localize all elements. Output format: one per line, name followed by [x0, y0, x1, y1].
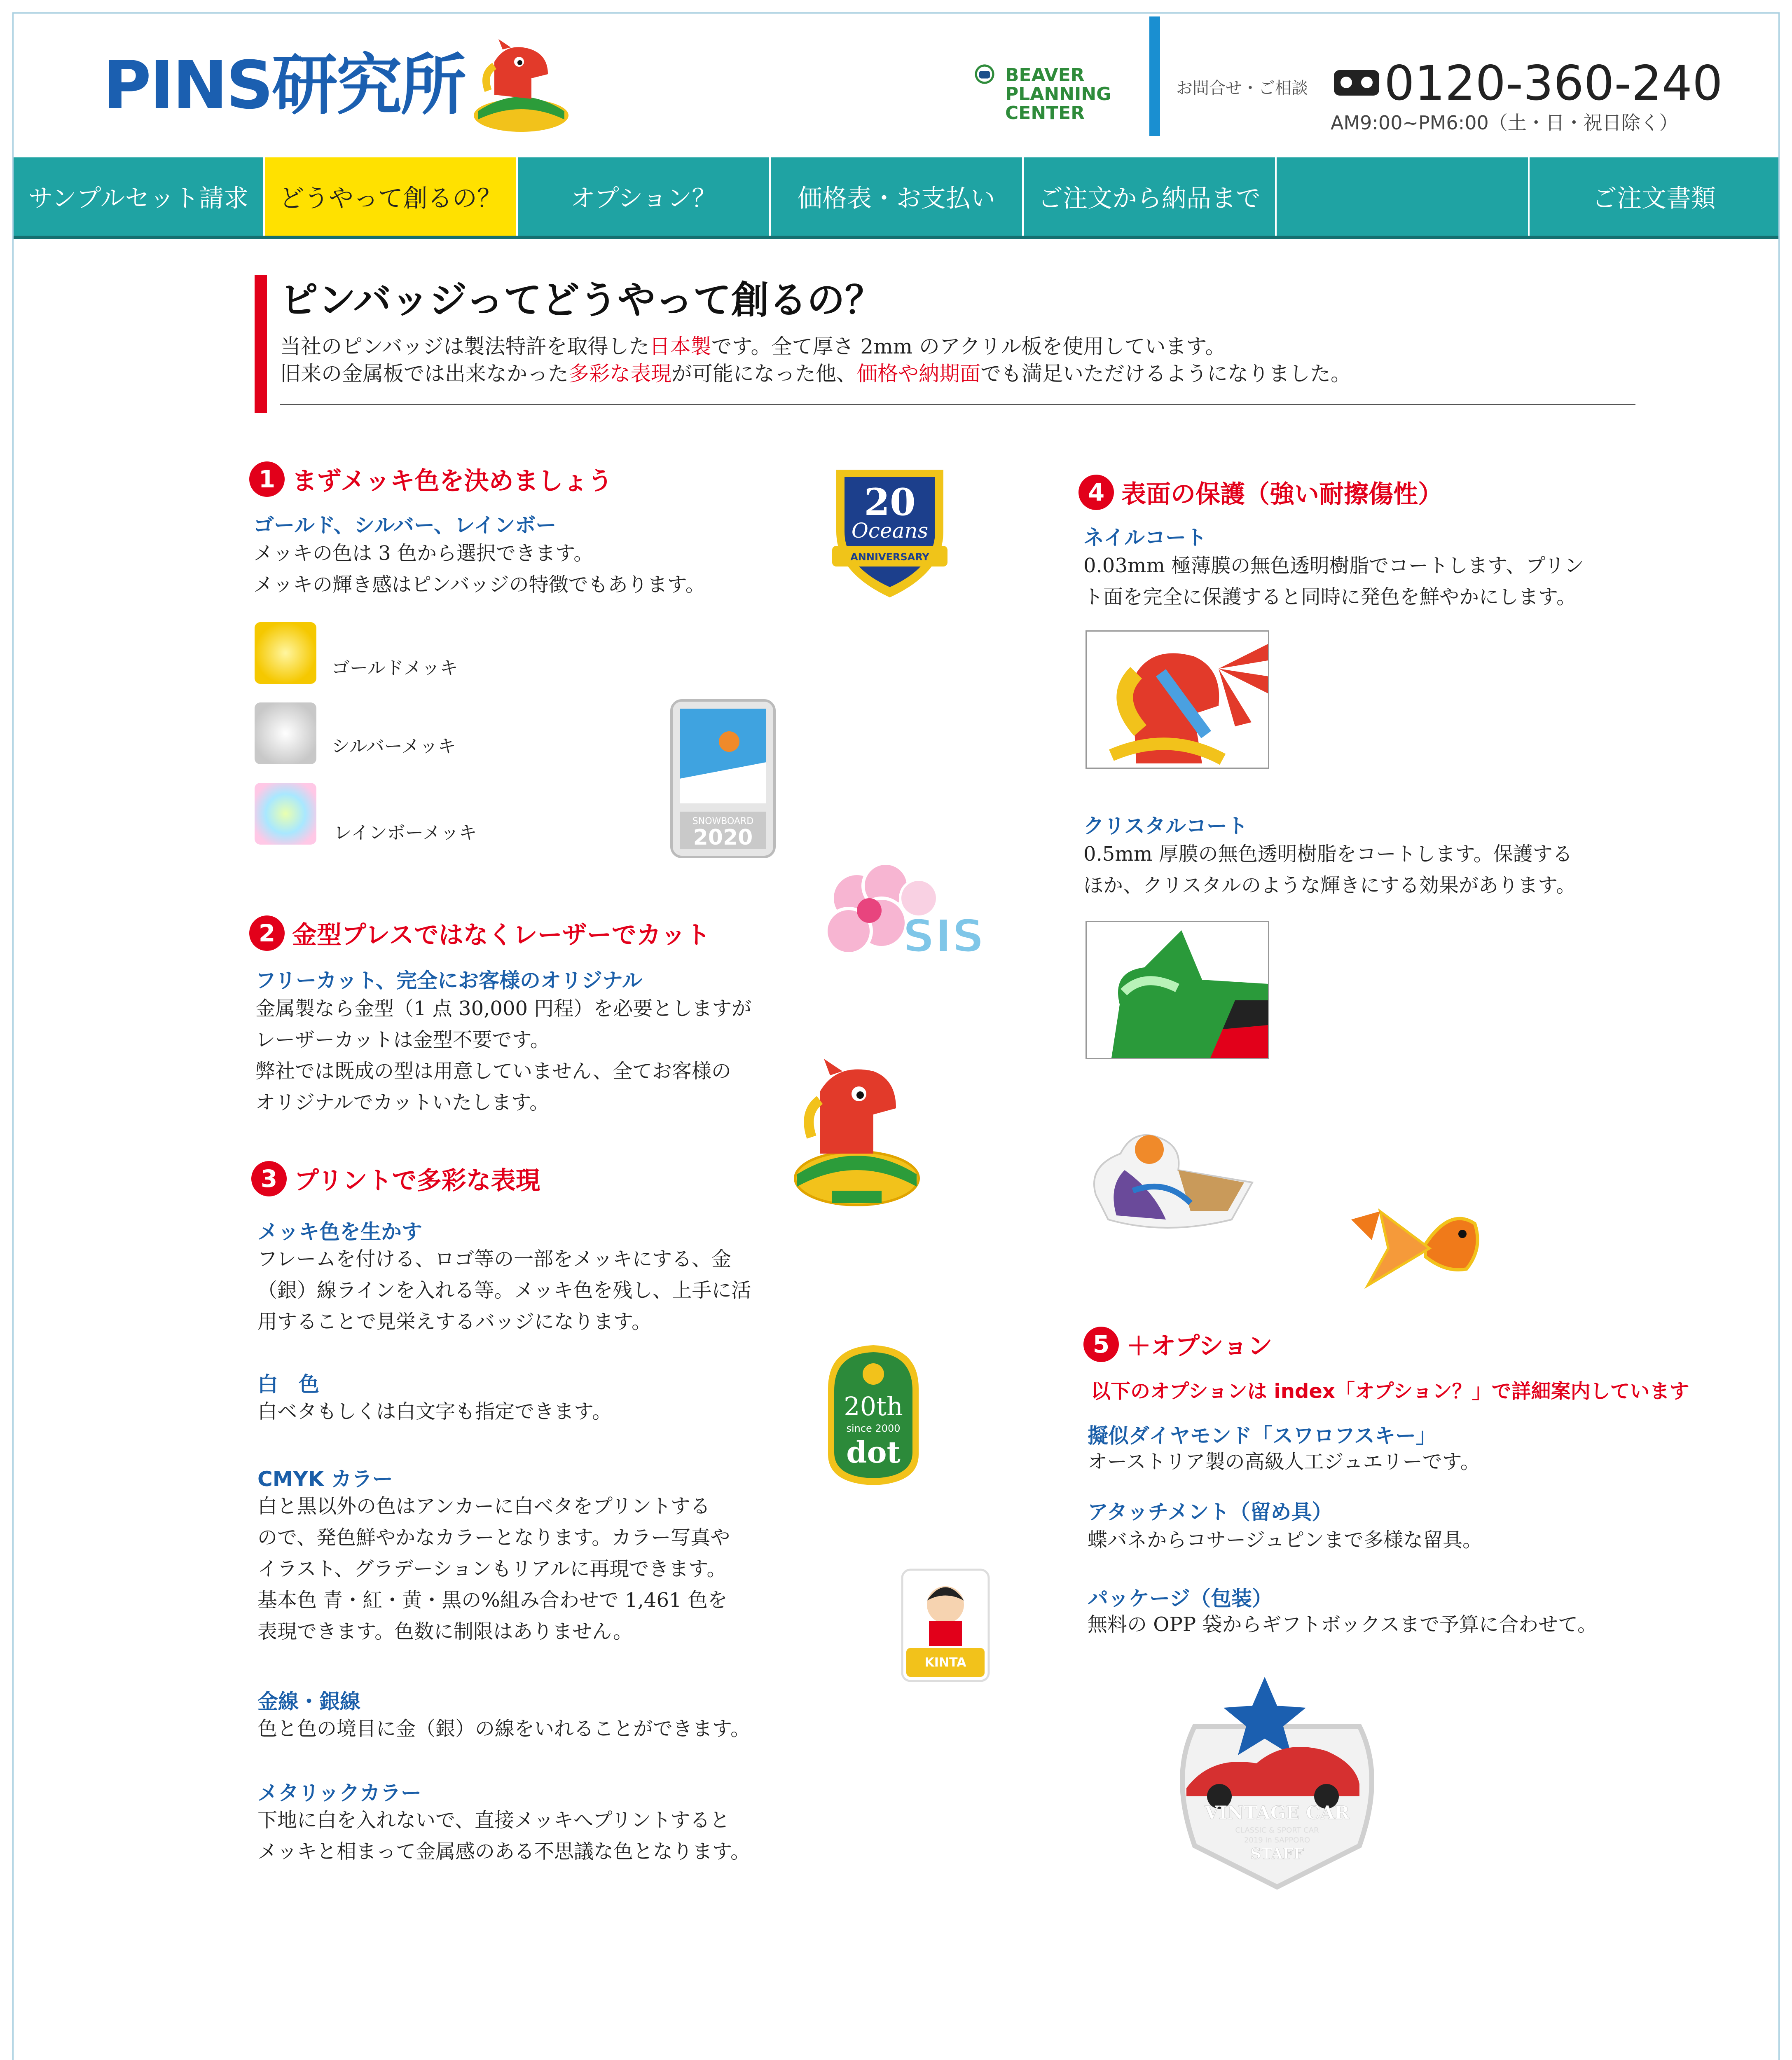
snowboard-badge-title: SNOWBOARD — [692, 816, 754, 826]
section-3-sub-2: 白 色 — [257, 1372, 319, 1396]
company-name: BEAVER PLANNING CENTER — [1005, 65, 1111, 124]
rainbow-swatch — [255, 783, 316, 845]
rainbow-swatch-label: レインボーメッキ — [334, 822, 477, 843]
section-3-body-2: 白ベタもしくは白文字も指定できます。 — [257, 1400, 612, 1423]
section-3-sub-5: メタリックカラー — [257, 1781, 421, 1805]
section-5-sub-3: パッケージ（包装） — [1088, 1587, 1273, 1611]
kinta-badge-icon — [898, 1566, 993, 1689]
site-logo[interactable]: PINS研究所 — [103, 47, 465, 124]
phone-number[interactable]: 0120-360-240 — [1384, 56, 1723, 111]
intro-divider — [280, 404, 1635, 405]
section-2-heading: 2 金型プレスではなくレーザーでカット — [249, 915, 710, 951]
duck-badge-icon — [1083, 1121, 1261, 1232]
nav-how-to-make[interactable]: どうやって創るの？ — [265, 157, 518, 236]
car-badge-title: VINTAGE CAR — [1205, 1802, 1350, 1824]
section-4-heading: 4 表面の保護（強い耐擦傷性） — [1078, 475, 1443, 510]
section-4-sub-1: ネイルコート — [1083, 526, 1207, 550]
header-divider — [1149, 16, 1160, 136]
car-badge-staff: STAFF — [1250, 1845, 1304, 1863]
main-nav — [14, 157, 1778, 236]
section-5-body-2: 蝶バネからコサージュピンまで多様な留具。 — [1088, 1529, 1483, 1552]
section-4-body-1: 0.03mm 極薄膜の無色透明樹脂でコートします、プリン ト面を完全に保護すると同時に発色を鮮やかにします。 — [1083, 554, 1584, 609]
section-1-heading: 1 まずメッキ色を決めましょう — [249, 461, 613, 497]
section-4-body-2: 0.5mm 厚膜の無色透明樹脂をコートします。保護する ほか、クリスタルのような輝きにする効果があります。 — [1083, 843, 1576, 897]
nav-order-documents[interactable]: ご注文書類 — [1592, 184, 1716, 213]
snowboard-badge-icon — [667, 696, 779, 861]
vintage-car-badge-icon — [1162, 1673, 1392, 1903]
business-hours: AM9:00~PM6:00（土・日・祝日除く） — [1331, 112, 1678, 134]
section-5-body-3: 無料の OPP 袋からギフトボックスまで予算に合わせて。 — [1088, 1613, 1598, 1636]
car-badge-event: 2019 in SAPPORO — [1244, 1836, 1310, 1845]
beaver-logo-icon — [962, 52, 1007, 97]
section-3-body-1: フレームを付ける、ロゴ等の一部をメッキにする、金 （銀）線ラインを入れる等。メッキ色を残し、上手に活 用することで見栄えするバッジになります。 — [257, 1248, 751, 1333]
gold-swatch-label: ゴールドメッキ — [332, 658, 458, 679]
nav-options[interactable]: オプション？ — [518, 157, 771, 236]
sakura-badge-text: SIS — [902, 910, 985, 962]
page-title: ピンバッジってどうやって創るの？ — [280, 278, 883, 322]
gold-swatch — [255, 622, 316, 684]
section-5-body-1: オーストリア製の高級人工ジュエリーです。 — [1088, 1450, 1480, 1473]
section-5-sub-2: アタッチメント（留め具） — [1088, 1500, 1333, 1524]
nav-underline — [14, 236, 1778, 239]
section-3-sub-1: メッキ色を生かす — [257, 1220, 422, 1244]
dot-badge-title: 20th — [844, 1391, 903, 1421]
dot-badge-since: since 2000 — [846, 1423, 901, 1434]
snowboard-badge-year: 2020 — [693, 825, 753, 850]
nav-price-payment[interactable]: 価格表・お支払い — [771, 157, 1024, 236]
section-3-heading: 3 プリントで多彩な表現 — [251, 1161, 540, 1196]
oceans-badge-title: Oceans — [851, 519, 929, 543]
dot-badge-name: dot — [846, 1435, 901, 1470]
oceans-badge-caption: ANNIVERSARY — [850, 551, 929, 563]
contact-label: お問合せ・ご相談 — [1176, 79, 1308, 98]
section-5-heading: 5 ＋オプション — [1083, 1327, 1273, 1362]
kinta-badge-label: KINTA — [924, 1655, 966, 1670]
section-4-sub-2: クリスタルコート — [1083, 814, 1248, 838]
section-2-body: 金属製なら金型（1 点 30,000 円程）を必要としますが レーザーカットは金型不要です。 弊社では既成の型は用意していません、全てお客様の オリジナルでカットいたします。 — [255, 997, 752, 1114]
horse-badge-icon — [791, 1055, 923, 1215]
section-1-sub: ゴールド、シルバー、レインボー — [253, 513, 557, 537]
silver-swatch — [255, 702, 316, 764]
intro-text: 当社のピンバッジは製法特許を取得した日本製です。全て厚さ 2mm のアクリル板を使用しています。 旧来の金属板では出来なかった多彩な表現が可能になった他、価格や納期面でも満足いただけるようになりました。 — [280, 335, 1351, 386]
section-3-body-4: 色と色の境目に金（銀）の線をいれることができます。 — [257, 1717, 751, 1740]
section-3-body-5: 下地に白を入れないで、直接メッキへプリントすると メッキと相まって金属感のある不思議な色となります。 — [257, 1809, 751, 1863]
dot-badge-icon — [816, 1339, 931, 1491]
oceans-badge-icon — [824, 461, 956, 602]
section-5-note[interactable]: 以下のオプションは index「オプション？」で詳細案内しています — [1091, 1380, 1689, 1403]
section-2-sub: フリーカット、完全にお客様のオリジナル — [255, 969, 643, 993]
section-1-body: メッキの色は 3 色から選択できます。 メッキの輝き感はピンバッジの特徴でもあります。 — [253, 542, 705, 596]
nav-order-to-delivery[interactable]: ご注文から納品まで — [1024, 157, 1277, 236]
section-3-sub-3: CMYK カラー — [257, 1467, 393, 1491]
nail-coat-photo — [1085, 630, 1269, 769]
nav-sample-request[interactable]: サンプルセット請求 — [14, 157, 265, 236]
title-accent-bar — [255, 275, 267, 413]
section-3-sub-4: 金線・銀線 — [257, 1690, 360, 1714]
nav-empty — [1277, 157, 1530, 236]
phone-icon — [1334, 70, 1379, 96]
oceans-badge-number: 20 — [864, 480, 916, 524]
sakura-badge-icon — [820, 853, 985, 985]
section-3-body-3: 白と黒以外の色はアンカーに白ベタをプリントする ので、発色鮮やかなカラーとなります。カラー写真や イラスト、グラデーションもリアルに再現できます。 基本色 青・紅・黄・黒の%組み合わせで 1,461 色を 表現できます。色数に制限はありません。 — [257, 1495, 730, 1643]
goldfish-badge-icon — [1343, 1187, 1487, 1302]
horse-mascot-icon — [470, 37, 573, 136]
car-badge-subtitle: CLASSIC & SPORT CAR — [1235, 1826, 1319, 1835]
section-5-sub-1: 擬似ダイヤモンド「スワロフスキー」 — [1088, 1424, 1436, 1448]
silver-swatch-label: シルバーメッキ — [332, 736, 456, 757]
crystal-coat-photo — [1085, 921, 1269, 1059]
